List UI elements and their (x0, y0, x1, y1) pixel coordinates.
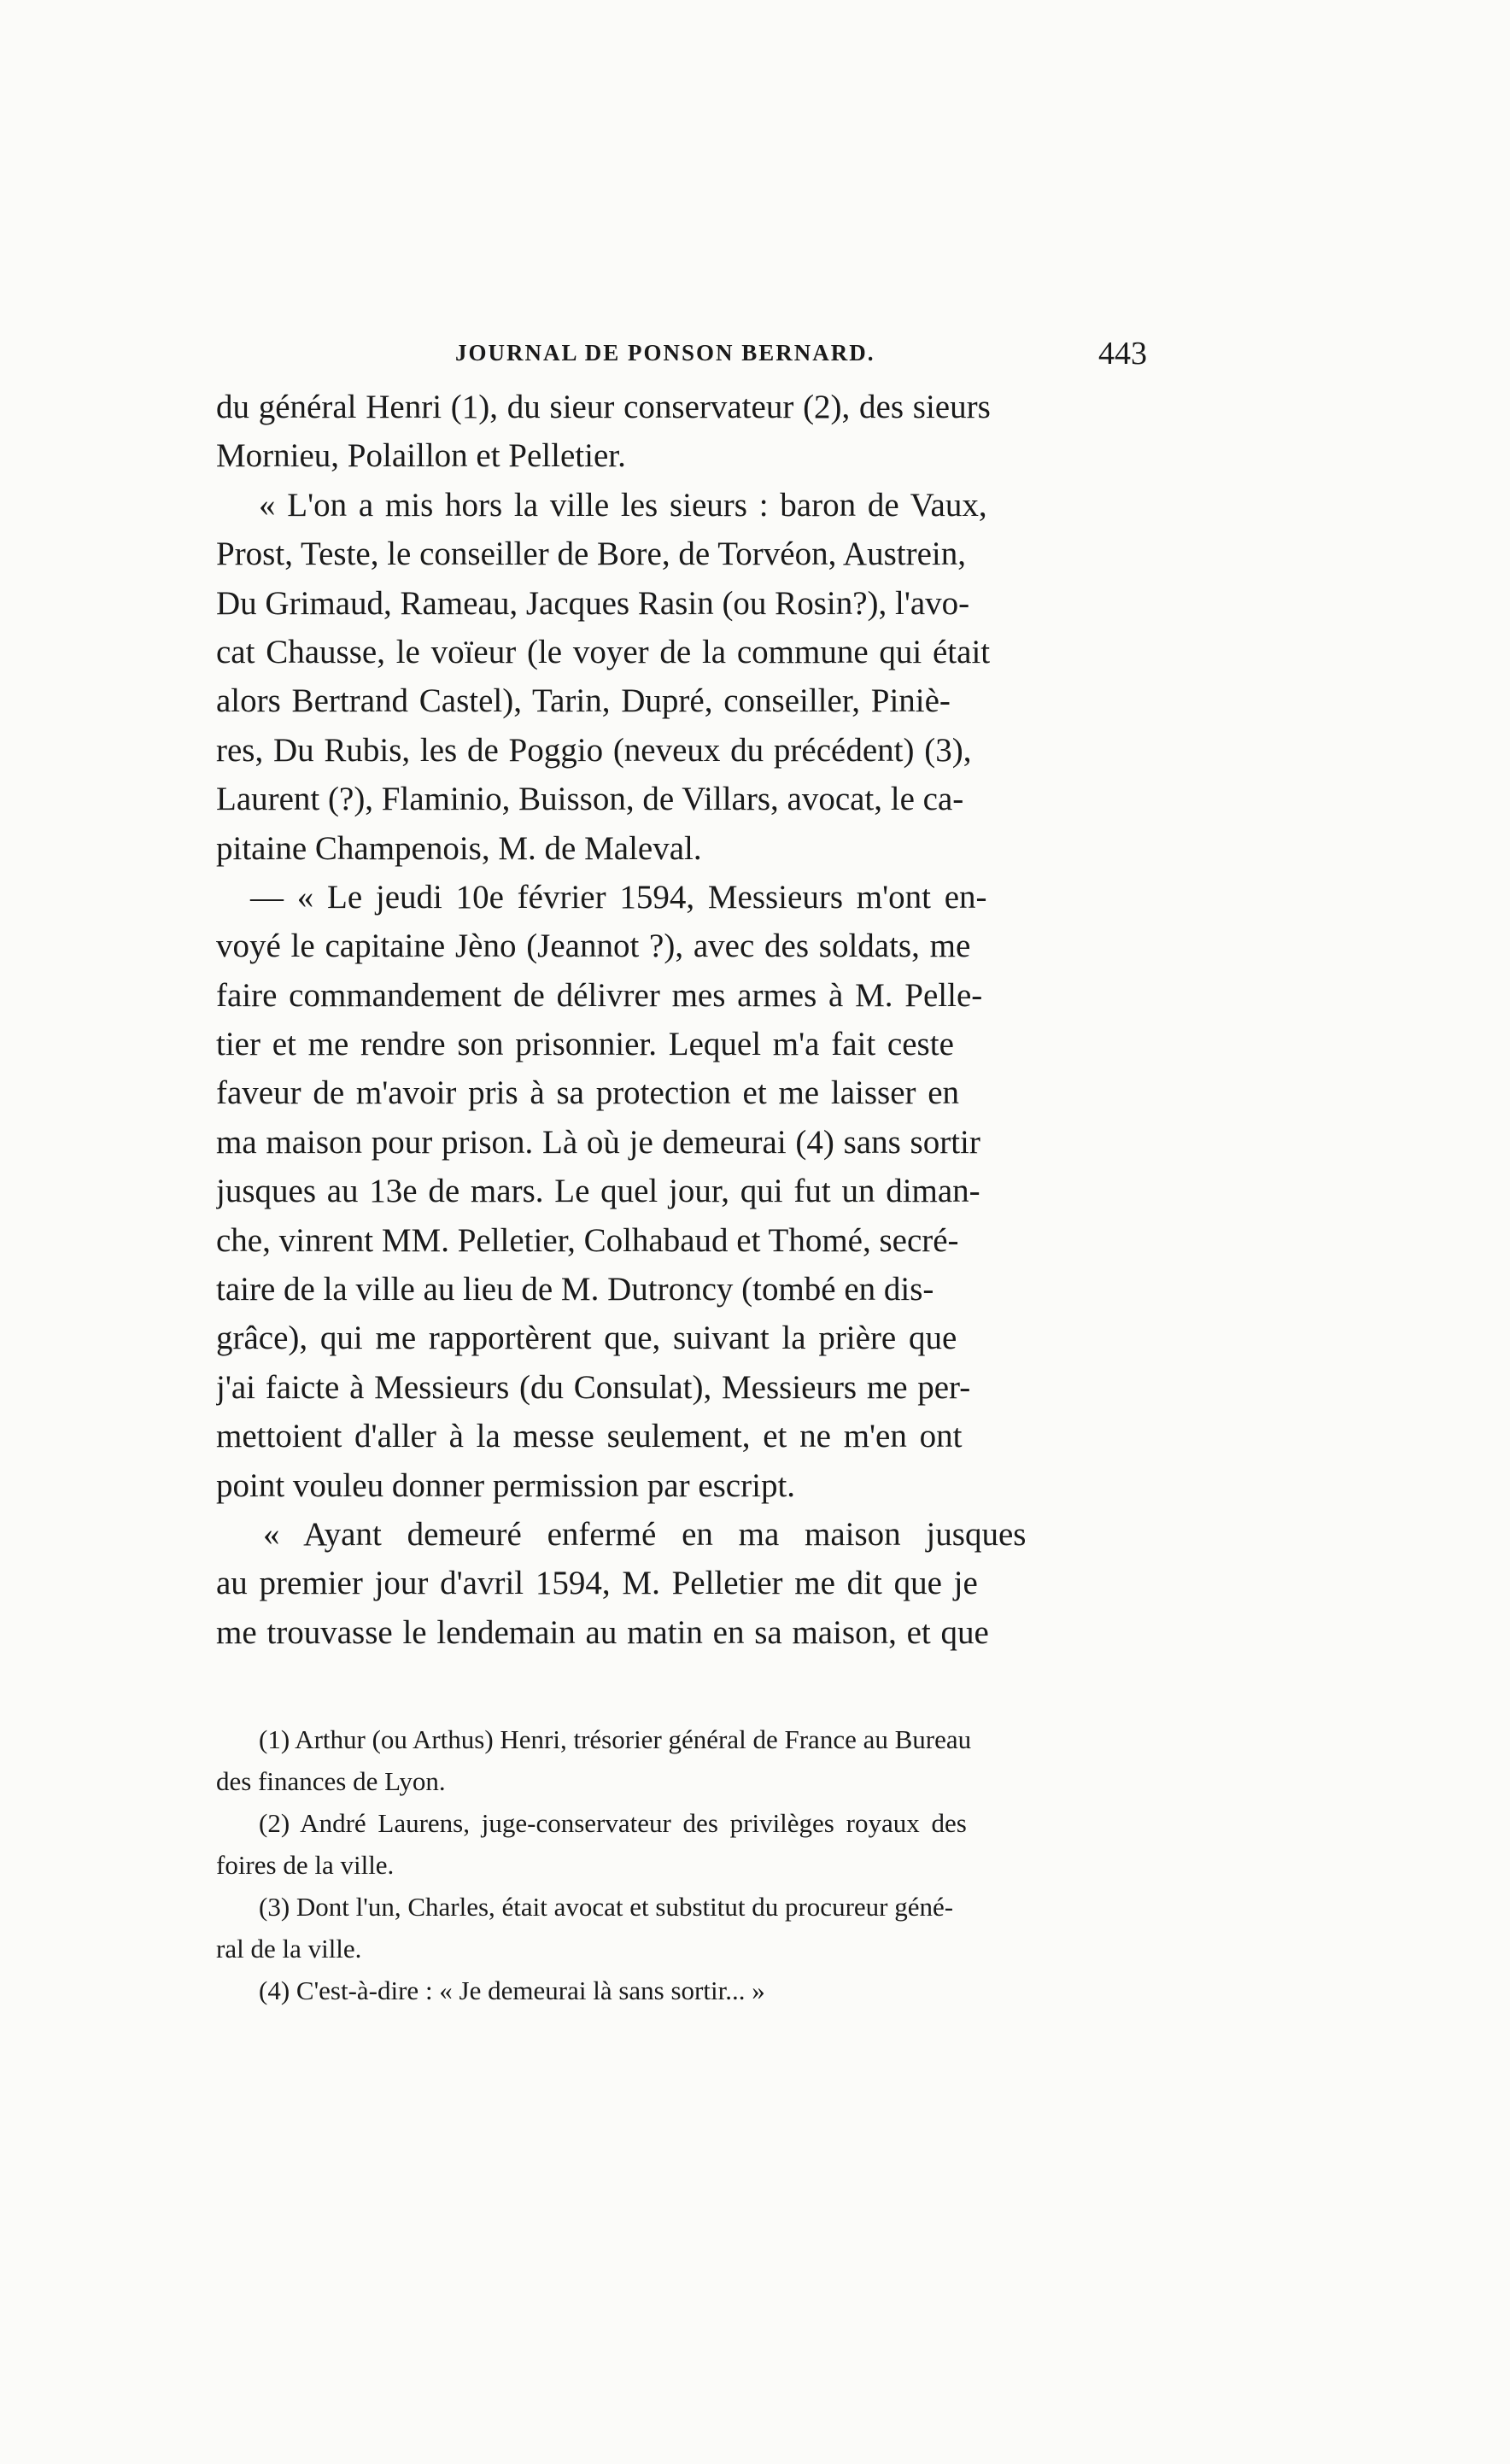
body-line: « L'on a mis hors la ville les sieurs : baron de Vaux, (259, 486, 987, 524)
page-number: 443 (1098, 336, 1147, 372)
body-line: faire commandement de délivrer mes armes à M. Pelle- (216, 976, 983, 1014)
body-line: pitaine Champenois, M. de Maleval. (216, 829, 702, 867)
running-head (216, 335, 1147, 378)
body-line: faveur de m'avoir pris à sa protection et me laisser en (216, 1074, 960, 1112)
body-line: cat Chausse, le voïeur (le voyer de la commune qui était (216, 633, 991, 670)
body-line: — « Le jeudi 10e février 1594, Messieurs m'ont en- (250, 878, 987, 916)
footnote-line: (3) Dont l'un, Charles, était avocat et substitut du procureur géné- (259, 1892, 954, 1922)
footnote-line: (4) C'est-à-dire : « Je demeurai là sans sortir... » (259, 1975, 765, 2005)
body-line: Du Grimaud, Rameau, Jacques Rasin (ou Rosin?), l'avo- (216, 584, 970, 622)
body-line: Laurent (?), Flaminio, Buisson, de Villars, avocat, le ca- (216, 781, 964, 818)
body-line: jusques au 13e de mars. Le quel jour, qui fut un diman- (216, 1173, 980, 1210)
body-text (216, 383, 1147, 1657)
body-line: au premier jour d'avril 1594, M. Pelletier me dit que je (216, 1565, 978, 1602)
body-line: Prost, Teste, le conseiller de Bore, de Torvéon, Austrein, (216, 536, 966, 573)
footnote-line: des finances de Lyon. (216, 1766, 446, 1796)
body-line: Mornieu, Polaillon et Pelletier. (216, 437, 626, 475)
body-line: che, vinrent MM. Pelletier, Colhabaud et Thomé, secré- (216, 1221, 959, 1259)
body-line: alors Bertrand Castel), Tarin, Dupré, conseiller, Piniè- (216, 682, 951, 720)
body-line: taire de la ville au lieu de M. Dutroncy (tombé en dis- (216, 1271, 934, 1308)
body-line: j'ai faicte à Messieurs (du Consulat), Messieurs me per- (216, 1368, 971, 1406)
running-title: JOURNAL DE PONSON BERNARD. (455, 340, 875, 366)
body-line: du général Henri (1), du sieur conservateur (2), des sieurs (216, 389, 991, 425)
footnote-line: (2) André Laurens, juge-conservateur des privilèges royaux des (259, 1808, 967, 1838)
body-line: res, Du Rubis, les de Poggio (neveux du précédent) (3), (216, 731, 972, 769)
body-line: point vouleu donner permission par escript. (216, 1466, 796, 1504)
footnote-line: ral de la ville. (216, 1934, 362, 1964)
body-line: ma maison pour prison. Là où je demeurai (4) sans sortir (216, 1123, 980, 1161)
footnote-line: foires de la ville. (216, 1850, 395, 1880)
body-line: voyé le capitaine Jèno (Jeannot ?), avec des soldats, me (216, 928, 971, 965)
footnotes (216, 1718, 1147, 2011)
footnote-line: (1) Arthur (ou Arthus) Henri, trésorier général de France au Bureau (259, 1724, 972, 1754)
body-line: « Ayant demeuré enfermé en ma maison jusques (263, 1515, 1027, 1553)
body-line: me trouvasse le lendemain au matin en sa maison, et que (216, 1613, 989, 1651)
body-line: tier et me rendre son prisonnier. Lequel m'a fait ceste (216, 1026, 954, 1063)
body-line: grâce), qui me rapportèrent que, suivant la prière que (216, 1320, 957, 1357)
body-line: mettoient d'aller à la messe seulement, et ne m'en ont (216, 1418, 963, 1455)
